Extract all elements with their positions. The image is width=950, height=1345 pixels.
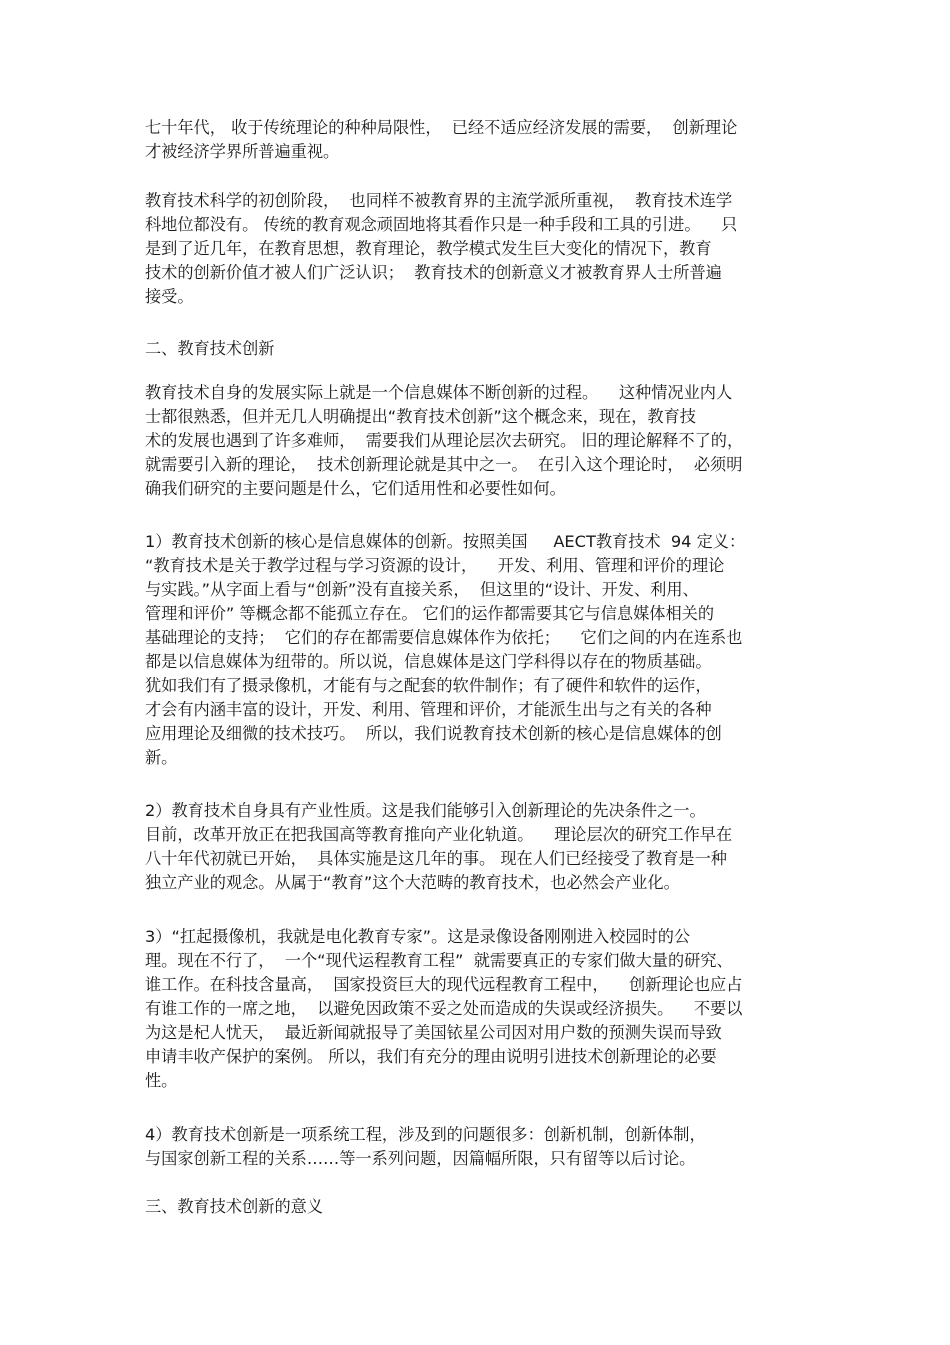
text-line: 教育技术自身的发展实际上就是一个信息媒体不断创新的过程。 这种情况业内人 — [145, 383, 733, 402]
text-line: 新。 — [145, 748, 178, 767]
paragraph-point-1 — [145, 530, 815, 770]
text-line: 士都很熟悉，但并无几人明确提出“教育技术创新”这个概念来，现在，教育技 — [145, 407, 696, 426]
text-line: 基础理论的支持； 它们的存在都需要信息媒体作为依托； 它们之间的内在连系也 — [145, 628, 743, 647]
text-line: 八十年代初就已开始， 具体实施是这几年的事。 现在人们已经接受了教育是一种 — [145, 849, 727, 868]
text-line: 七十年代， 收于传统理论的种种局限性， 已经不适应经济发展的需要， 创新理论 — [145, 118, 738, 137]
text-line: 确我们研究的主要问题是什么，它们适用性和必要性如何。 — [145, 479, 566, 498]
section-heading-3 — [145, 1195, 815, 1219]
text-line: 与国家创新工程的关系……等一系列问题，因篇幅所限，只有留等以后讨论。 — [145, 1149, 696, 1168]
text-line: 科地位都没有。 传统的教育观念顽固地将其看作只是一种手段和工具的引进。 只 — [145, 215, 738, 234]
paragraph-edtech-innovation-process — [145, 381, 815, 501]
text-line: 就需要引入新的理论， 技术创新理论就是其中之一。 在引入这个理论时， 必须明 — [145, 455, 743, 474]
paragraph-economics-intro — [145, 116, 815, 164]
text-line: 4）教育技术创新是一项系统工程，涉及到的问题很多：创新机制，创新体制， — [145, 1125, 706, 1144]
text-line: 犹如我们有了摄录像机，才能有与之配套的软件制作；有了硬件和软件的运作， — [145, 676, 712, 695]
text-line: 谁工作。在科技含量高， 国家投资巨大的现代远程教育工程中， 创新理论也应占 — [145, 975, 743, 994]
paragraph-edtech-early-stage — [145, 189, 815, 309]
text-line: 有谁工作的一席之地， 以避免因政策不妥之处而造成的失误或经济损失。 不要以 — [145, 999, 743, 1018]
text-line: 应用理论及细微的技术技巧。 所以，我们说教育技术创新的核心是信息媒体的创 — [145, 724, 722, 743]
text-line: 性。 — [145, 1071, 178, 1090]
text-line: 是到了近几年，在教育思想，教育理论，教学模式发生巨大变化的情况下，教育 — [145, 239, 712, 258]
section-heading-2 — [145, 337, 815, 361]
text-line: 3）“扛起摄像机，我就是电化教育专家”。这是录像设备刚刚进入校园时的公 — [145, 927, 691, 946]
text-line: 术的发展也遇到了许多难师， 需要我们从理论层次去研究。 旧的理论解释不了的， — [145, 431, 744, 450]
text-line: 为这是杞人忧天， 最近新闻就报导了美国铱星公司因对用户数的预测失误而导致 — [145, 1023, 722, 1042]
text-line: 管理和评价” 等概念都不能孤立存在。 它们的运作都需要其它与信息媒体相关的 — [145, 604, 715, 623]
text-line: 技术的创新价值才被人们广泛认识； 教育技术的创新意义才被教育界人士所普遍 — [145, 263, 722, 282]
paragraph-point-4 — [145, 1123, 815, 1171]
text-line: 才被经济学界所普遍重视。 — [145, 142, 340, 161]
text-line: 教育技术科学的初创阶段， 也同样不被教育界的主流学派所重视， 教育技术连学 — [145, 191, 733, 210]
text-line: 理。现在不行了， 一个“现代运程教育工程” 就需要真正的专家们做大量的研究、 — [145, 951, 733, 970]
text-line: 接受。 — [145, 287, 194, 306]
section-title: 二、教育技术创新 — [145, 339, 275, 358]
text-line: 申请丰收产保护的案例。 所以，我们有充分的理由说明引进技术创新理论的必要 — [145, 1047, 717, 1066]
text-line: 独立产业的观念。从属于“教育”这个大范畴的教育技术，也必然会产业化。 — [145, 873, 680, 892]
text-line: 与实践。”从字面上看与“创新”没有直接关系， 但这里的“设计、开发、利用、 — [145, 580, 699, 599]
text-line: “教育技术是关于教学过程与学习资源的设计， 开发、利用、管理和评价的理论 — [145, 556, 725, 575]
text-line: 2）教育技术自身具有产业性质。这是我们能够引入创新理论的先决条件之一。 — [145, 801, 706, 820]
text-line: 1）教育技术创新的核心是信息媒体的创新。按照美国 AECT教育技术 94 定义： — [145, 532, 746, 551]
paragraph-point-2 — [145, 799, 815, 895]
text-line: 目前，改革开放正在把我国高等教育推向产业化轨道。 理论层次的研究工作早在 — [145, 825, 733, 844]
text-line: 才会有内涵丰富的设计，开发、利用、管理和评价，才能派生出与之有关的各种 — [145, 700, 712, 719]
section-title: 三、教育技术创新的意义 — [145, 1197, 324, 1216]
text-line: 都是以信息媒体为纽带的。所以说，信息媒体是这门学科得以存在的物质基础。 — [145, 652, 712, 671]
paragraph-point-3 — [145, 925, 815, 1093]
